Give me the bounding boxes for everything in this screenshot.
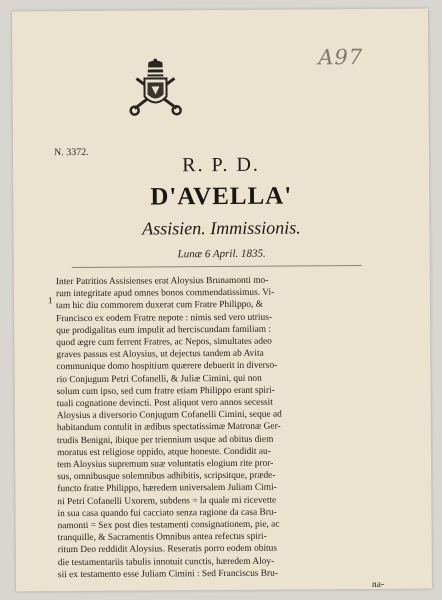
body-line: communique domo hospitium quærere debuerit in diverso- (56, 361, 278, 373)
body-line: Aloysius a diversorio Conjugum Cofanelli Cimini, seque ad (56, 409, 282, 422)
catchword: na- (371, 579, 385, 591)
body-line: tam hic diu commorem duxerat cum Fratre Philippo, & (56, 300, 264, 312)
body-line: que prodigalitas eum impulit ad herciscundam familiam : (56, 324, 272, 336)
body-line: ni Petri Cofanelli Uxorem, subdens = la quale mi ricevette (57, 495, 277, 507)
body-line: tranquille, & Sacramentis Omnibus antea refectus spiri- (57, 531, 267, 544)
body-line: habitandum contulit in ædibus spectatissimæ Matronæ Ger- (56, 422, 281, 434)
body-line: sii ex testamento esse Juliam Cimini : Sed Franciscus Bru- (57, 568, 278, 581)
body-line: tem Aloysius supremum suæ voluntatis elogium rite pror- (57, 458, 274, 471)
body-line: quod ægre cum ferrent Fratres, ac Nepos, simultates adeo (56, 336, 272, 349)
body-text (56, 274, 384, 594)
heading-cause: Assisien. Immissionis. (142, 217, 301, 239)
body-line: solum cum ipso, sed cum fratre etiam Philippo erant spiri- (56, 385, 275, 397)
body-line: in sua casa quando fui cacciato senza ragione da casa Bru- (57, 507, 277, 520)
body-line: die testamentariis tabulis innotuit cunctis, hæredem Aloy- (57, 556, 275, 568)
body-line: rio Conjugum Petri Cofanelli, & Juliæ Cimini, qui non (56, 373, 262, 385)
body-line: sus, omnibusque solemnibus adhibitis, scripsitque, præde- (57, 470, 276, 483)
body-line: namonti = Sex post dies testamenti consignationem, pie, ac (57, 519, 280, 532)
handwritten-note: A97 (318, 45, 364, 70)
body-line: functo fratre Philippo, hæredem universalem Juliam Cimi- (57, 483, 277, 495)
heading-rpd: R. P. D. (182, 153, 260, 177)
body-line: trudis Benigni, ibique per triennium usque ad obitus diem (56, 434, 274, 446)
document-page (12, 9, 432, 592)
divider (72, 265, 362, 268)
body-line: Francisco ex eodem Fratre nepote : nimis sed vero utrius- (56, 312, 272, 324)
margin-mark: 1 (47, 295, 53, 306)
body-line: moratus est religiose oppido, atque honeste. Condidit au- (57, 446, 271, 458)
papal-crest-icon (128, 58, 182, 118)
heading-name: D'AVELLA' (150, 182, 293, 211)
body-line: graves passus est Aloysius, ut dejectus tandem ab Avita (56, 348, 264, 361)
body-line: tuali cognatione devincti. Post aliquot vero annos secessit (56, 397, 273, 410)
body-line: ritum Deo reddidit Aloysius. Reseratis porro eodem obitus (57, 544, 278, 556)
document-number: N. 3372. (53, 146, 89, 159)
body-line: Inter Patritios Assisienses erat Aloysius Brunamonti mo- (55, 275, 269, 288)
dateline: Lunæ 6 April. 1835. (177, 247, 266, 261)
body-line: rum integritate apud omnes bonos commendatissimus. Vi- (55, 287, 275, 300)
